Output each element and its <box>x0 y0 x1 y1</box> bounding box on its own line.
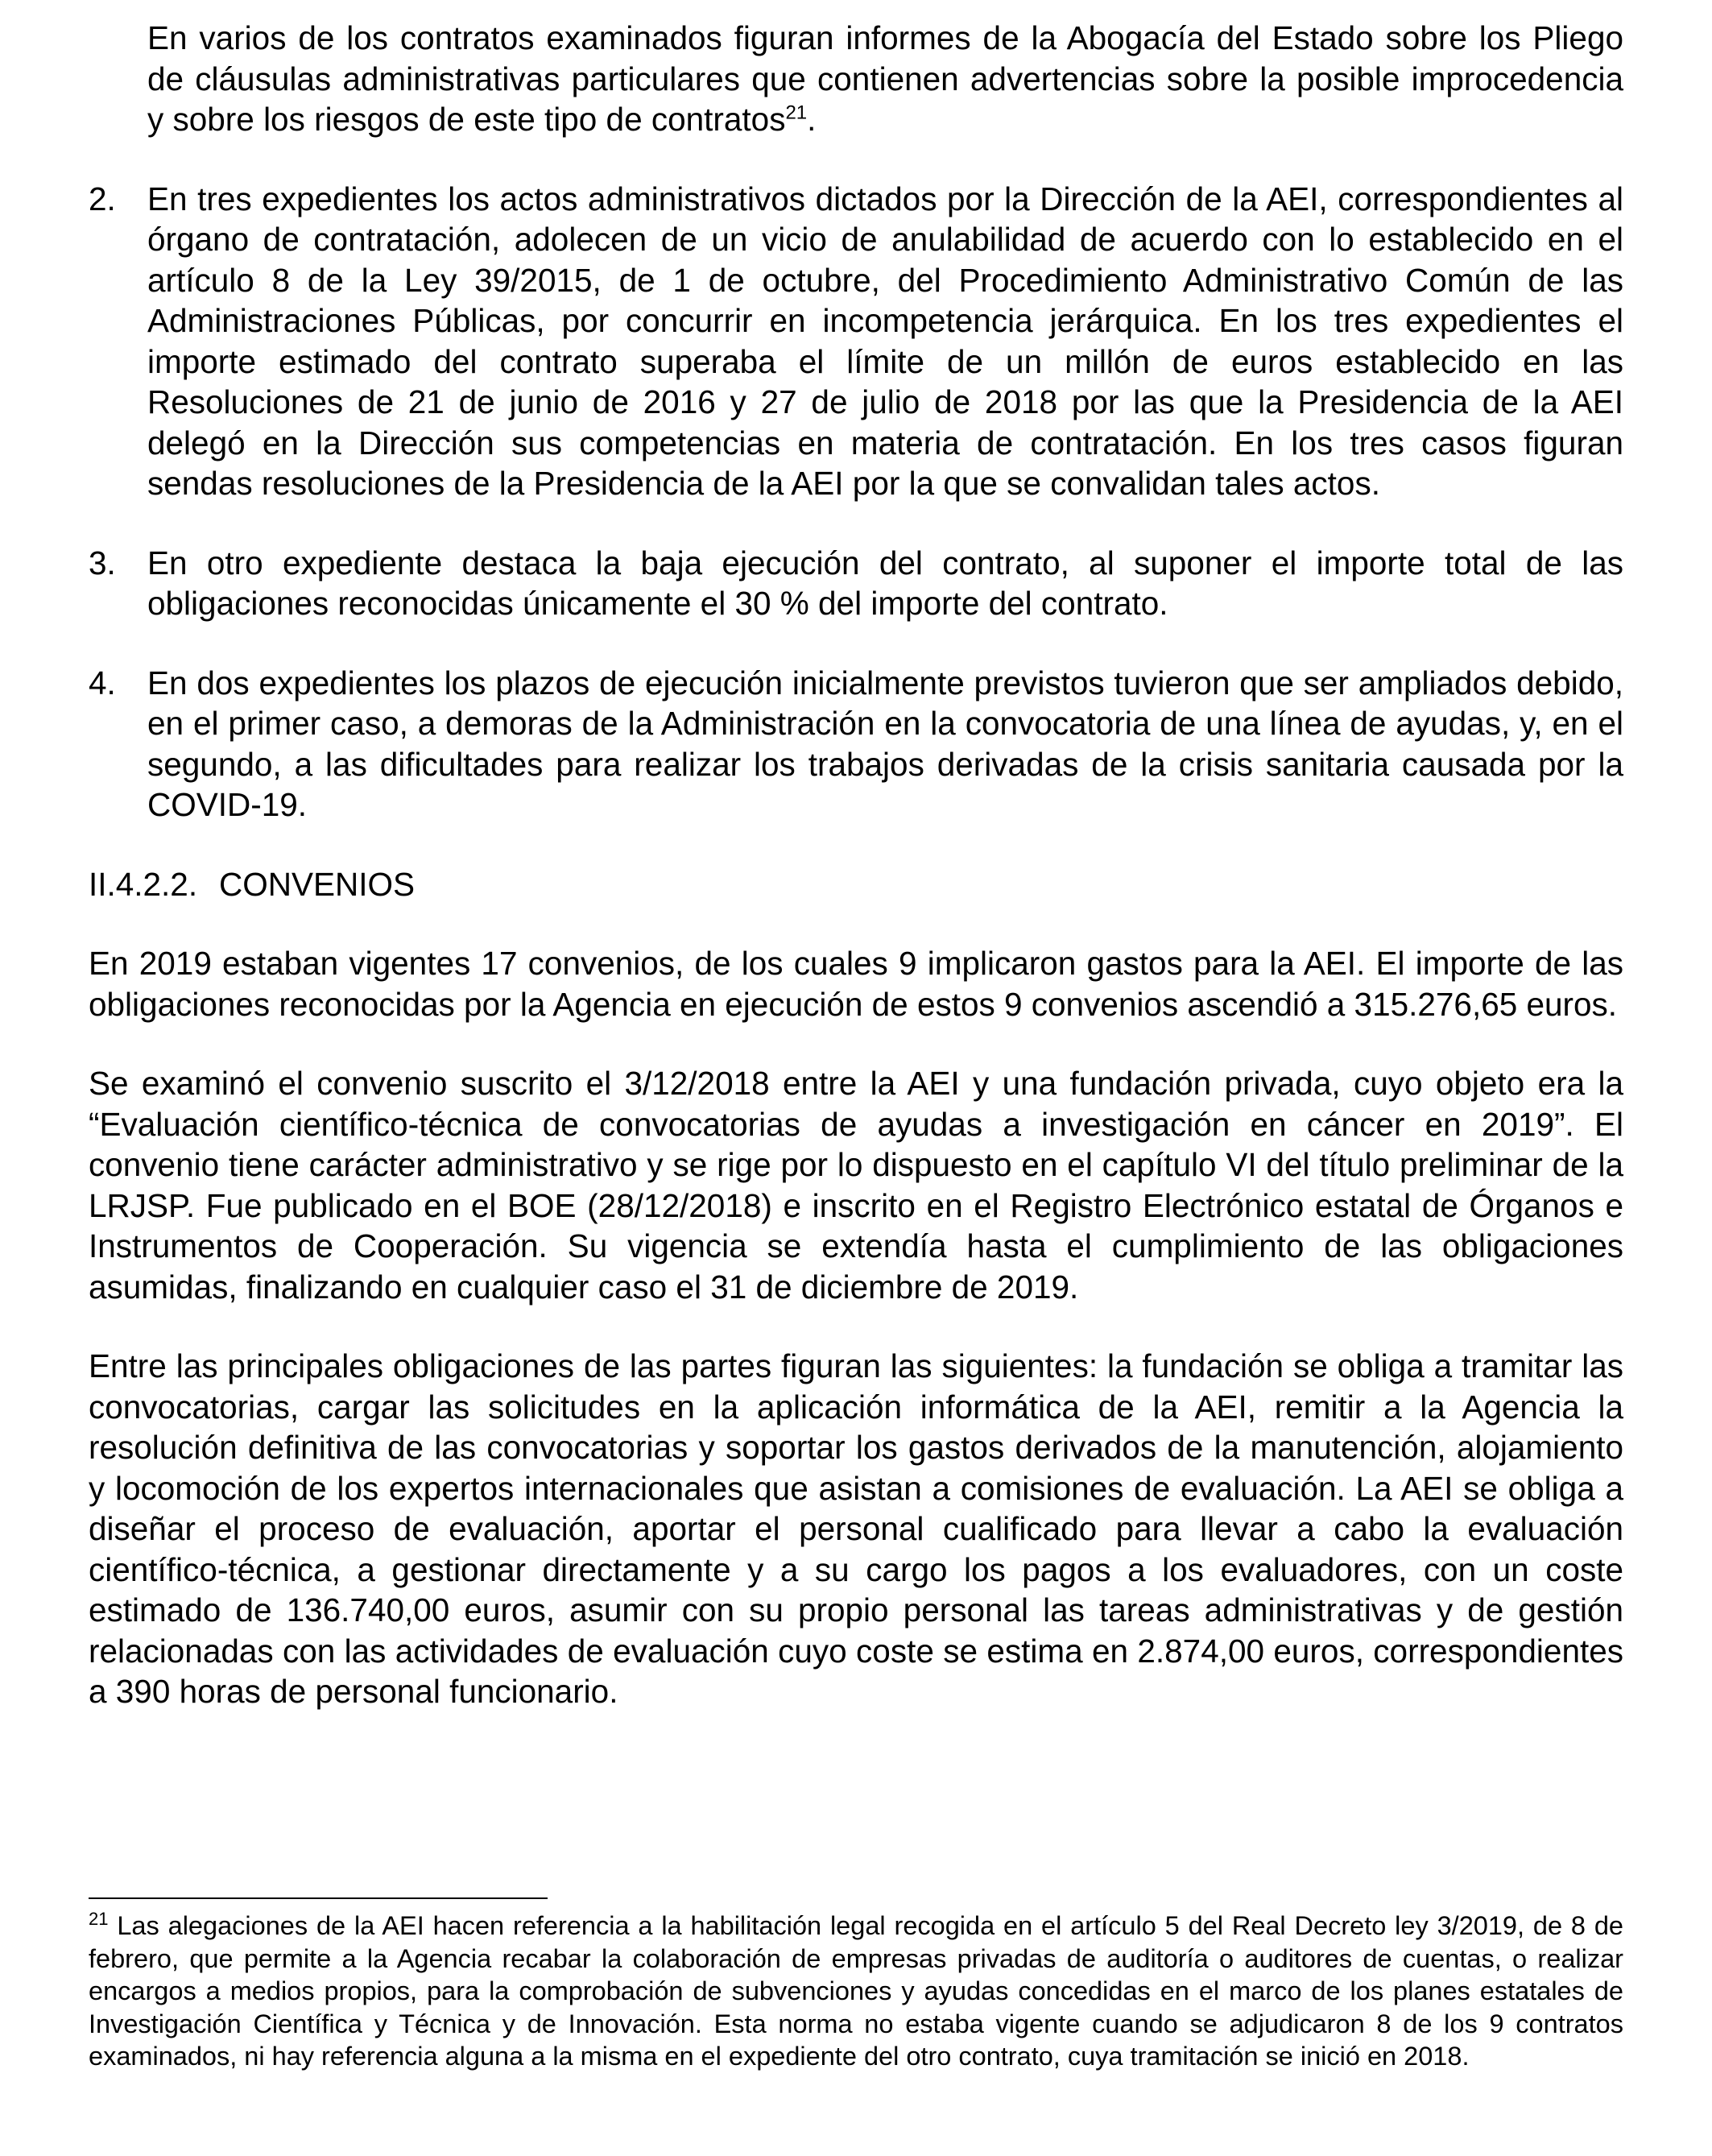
footnote-separator <box>89 1897 548 1899</box>
list-item-text: En tres expedientes los actos administrativos dictados por la Dirección de la AEI, correspondientes al órgano de contratación, adolecen de un vicio de anulabilidad de acuerdo con lo establecido en el artículo 8 de la Ley 39/2015, de 1 de octubre, del Procedimiento Administrativo Común de las Administraciones Públicas, por concurrir en incompetencia jerárquica. En los tres expedientes el importe estimado del contrato superaba el límite de un millón de euros establecido en las Resoluciones de 21 de junio de 2016 y 27 de julio de 2018 por las que la Presidencia de la AEI delegó en la Dirección sus competencias en materia de contratación. En los tres casos figuran sendas resoluciones de la Presidencia de la AEI por la que se convalidan tales actos. <box>147 180 1623 502</box>
footnote-text: Las alegaciones de la AEI hacen referencia a la habilitación legal recogida en el artículo 5 del Real Decreto ley 3/2019, de 8 de febrero, que permite a la Agencia recabar la colaboración de empresas privadas de auditoría o auditores de cuentas, o realizar encargos a medios propios, para la comprobación de subvenciones y ayudas concedidas en el marco de los planes estatales de Investigación Científica y Técnica y de Innovación. Esta norma no estaba vigente cuando se adjudicaron 8 de los 9 contratos examinados, ni hay referencia alguna a la misma en el expediente del otro contrato, cuya tramitación se inició en 2018. <box>89 1911 1623 2071</box>
footnote <box>89 1910 1623 2073</box>
body-paragraph: Se examinó el convenio suscrito el 3/12/2018 entre la AEI y una fundación privada, cuyo objeto era la “Evaluación científico-técnica de convocatorias de ayudas a investigación en cáncer en 2019”. El convenio tiene carácter administrativo y se rige por lo dispuesto en el capítulo VI del título preliminar de la LRJSP. Fue publicado en el BOE (28/12/2018) e inscrito en el Registro Electrónico estatal de Órganos e Instrumentos de Cooperación. Su vigencia se extendía hasta el cumplimiento de las obligaciones asumidas, finalizando en cualquier caso el 31 de diciembre de 2019. <box>89 1065 1623 1306</box>
section-heading <box>89 864 1623 905</box>
list-item <box>89 179 1623 504</box>
continuation-text: En varios de los contratos examinados figuran informes de la Abogacía del Estado sobre los Pliego de cláusulas administrativas particulares que contienen advertencias sobre la posible improcedencia y sobre los riesgos de este tipo de contratos <box>147 19 1623 138</box>
list-item-number: 2. <box>89 180 116 217</box>
section-title: CONVENIOS <box>219 865 416 903</box>
list-item-number: 4. <box>89 664 116 701</box>
list-item <box>89 663 1623 826</box>
continuation-paragraph <box>147 18 1623 140</box>
section-code: II.4.2.2. <box>89 865 198 903</box>
footnote-reference[interactable]: 21 <box>785 101 808 124</box>
continuation-end: . <box>807 101 817 138</box>
list-item <box>89 543 1623 624</box>
body-paragraph: Entre las principales obligaciones de las partes figuran las siguientes: la fundación se obliga a tramitar las convocatorias, cargar las solicitudes en la aplicación informática de la AEI, remitir a la Agencia la resolución definitiva de las convocatorias y soportar los gastos derivados de la manutención, alojamiento y locomoción de los expertos internacionales que asistan a comisiones de evaluación. La AEI se obliga a diseñar el proceso de evaluación, aportar el personal cualificado para llevar a cabo la evaluación científico-técnica, a gestionar directamente y a su cargo los pagos a los evaluadores, con un coste estimado de 136.740,00 euros, asumir con su propio personal las tareas administrativas y de gestión relacionadas con las actividades de evaluación cuyo coste se estima en 2.874,00 euros, correspondientes a 390 horas de personal funcionario. <box>89 1347 1623 1710</box>
document-body <box>89 18 1623 1712</box>
footnote-number: 21 <box>89 1909 109 1930</box>
list-item-text: En otro expediente destaca la baja ejecución del contrato, al suponer el importe total de las obligaciones reconocidas únicamente el 30 % del importe del contrato. <box>147 544 1623 622</box>
list-item-number: 3. <box>89 544 116 581</box>
list-item-text: En dos expedientes los plazos de ejecución inicialmente previstos tuvieron que ser ampliados debido, en el primer caso, a demoras de la Administración en la convocatoria de una línea de ayudas, y, en el segundo, a las dificultades para realizar los trabajos derivadas de la crisis sanitaria causada por la COVID-19. <box>147 664 1623 823</box>
body-paragraph: En 2019 estaban vigentes 17 convenios, de los cuales 9 implicaron gastos para la AEI. El importe de las obligaciones reconocidas por la Agencia en ejecución de estos 9 convenios ascendió a 315.276,65 euros. <box>89 945 1623 1023</box>
